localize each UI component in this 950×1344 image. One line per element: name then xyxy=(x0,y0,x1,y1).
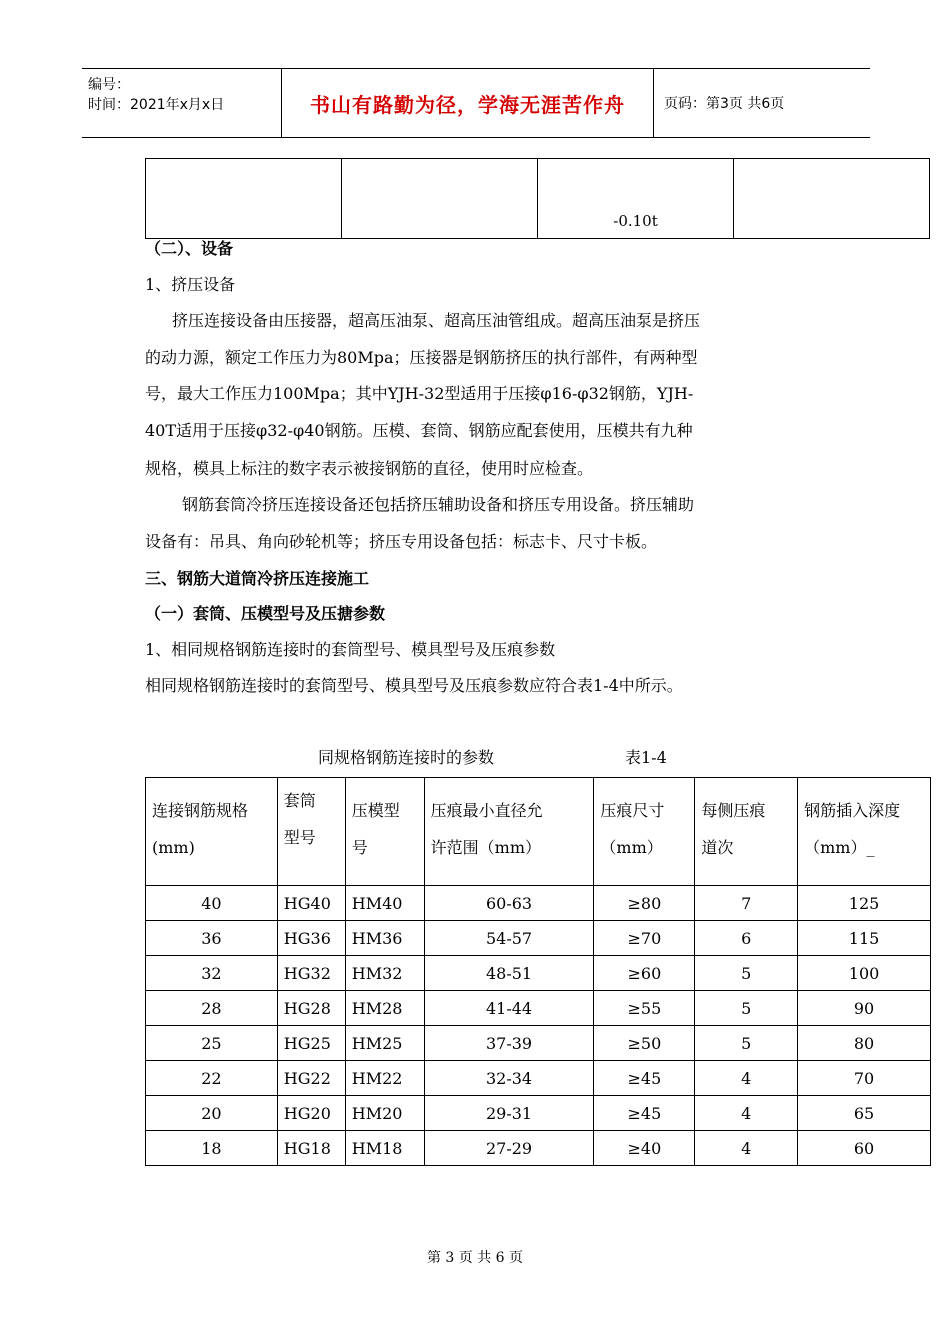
table-cell xyxy=(734,159,930,239)
column-header: 压痕最小直径允 许范围（mm） xyxy=(424,778,594,886)
table-row xyxy=(146,159,930,239)
table-cell: 5 xyxy=(695,956,798,991)
table-cell: 48-51 xyxy=(424,956,594,991)
table-cell: 41-44 xyxy=(424,991,594,1026)
table-cell: HM36 xyxy=(345,921,424,956)
table-cell: HG22 xyxy=(277,1061,345,1096)
table-cell: 70 xyxy=(798,1061,931,1096)
table-cell xyxy=(146,159,342,239)
column-header: 钢筋插入深度 （mm）_ xyxy=(798,778,931,886)
item-text: 相同规格钢筋连接时的套筒型号、模具型号及压痕参数应符合表1-4中所示。 xyxy=(145,676,683,695)
table-cell: 60 xyxy=(798,1131,931,1166)
column-header: 压模型 号 xyxy=(345,778,424,886)
table-row xyxy=(146,886,931,921)
paragraph-line: 40T适用于压接φ32-φ40钢筋。压模、套筒、钢筋应配套使用，压模共有九种 xyxy=(145,421,693,440)
table-cell: HM18 xyxy=(345,1131,424,1166)
heading-equipment: （二）、设备 xyxy=(145,239,234,258)
paragraph-line: 的动力源，额定工作压力为80Mpa；压接器是钢筋挤压的执行部件，有两种型 xyxy=(145,348,698,367)
column-header: 压痕尺寸 （mm） xyxy=(594,778,695,886)
table-cell: HG40 xyxy=(277,886,345,921)
table-cell: ≥45 xyxy=(594,1061,695,1096)
column-header: 连接钢筋规格 (mm) xyxy=(146,778,278,886)
table-cell: HM22 xyxy=(345,1061,424,1096)
table-cell: -0.10t xyxy=(538,159,734,239)
table-cell: HG25 xyxy=(277,1026,345,1061)
table-cell: HG28 xyxy=(277,991,345,1026)
table-cell: 65 xyxy=(798,1096,931,1131)
table-cell: HM28 xyxy=(345,991,424,1026)
table-cell: 90 xyxy=(798,991,931,1026)
table-cell: HG18 xyxy=(277,1131,345,1166)
table-row xyxy=(146,991,931,1026)
table-cell xyxy=(342,159,538,239)
table-cell: ≥60 xyxy=(594,956,695,991)
table-cell: 125 xyxy=(798,886,931,921)
header-middle-cell xyxy=(282,69,654,137)
paragraph-line: 号，最大工作压力100Mpa；其中YJH-32型适用于压接φ16-φ32钢筋，YJH- xyxy=(145,384,694,403)
table-cell: HG20 xyxy=(277,1096,345,1131)
document-number-label: 编号： xyxy=(88,77,130,93)
header-page-label: 页码：第3页 共6页 xyxy=(664,96,785,112)
column-header: 套筒 型号 xyxy=(277,778,345,886)
continued-table-fragment xyxy=(145,158,930,239)
table-cell: HG36 xyxy=(277,921,345,956)
table-cell: 36 xyxy=(146,921,278,956)
table-cell: 32-34 xyxy=(424,1061,594,1096)
page-header xyxy=(82,68,870,138)
table-cell: ≥80 xyxy=(594,886,695,921)
table-row xyxy=(146,921,931,956)
table-caption: 同规格钢筋连接时的参数 xyxy=(318,748,495,767)
table-cell: 27-29 xyxy=(424,1131,594,1166)
table-number: 表1-4 xyxy=(625,748,667,767)
table-cell: HG32 xyxy=(277,956,345,991)
table-cell: 40 xyxy=(146,886,278,921)
table-header-row xyxy=(146,778,931,886)
item-heading: 1、相同规格钢筋连接时的套筒型号、模具型号及压痕参数 xyxy=(145,640,556,659)
table-cell: 18 xyxy=(146,1131,278,1166)
table-cell: 4 xyxy=(695,1131,798,1166)
table-row xyxy=(146,1026,931,1061)
table-cell: ≥45 xyxy=(594,1096,695,1131)
paragraph-line: 设备有：吊具、角向砂轮机等；挤压专用设备包括：标志卡、尺寸卡板。 xyxy=(145,532,658,551)
table-cell: 37-39 xyxy=(424,1026,594,1061)
table-cell: 60-63 xyxy=(424,886,594,921)
table-cell: 100 xyxy=(798,956,931,991)
parameters-table xyxy=(145,777,931,1166)
page-footer: 第 3 页 共 6 页 xyxy=(426,1250,524,1266)
table-row xyxy=(146,1131,931,1166)
paragraph-line: 规格，模具上标注的数字表示被接钢筋的直径，使用时应检查。 xyxy=(145,459,594,478)
table-cell: ≥40 xyxy=(594,1131,695,1166)
table-cell: 6 xyxy=(695,921,798,956)
table-cell: HM32 xyxy=(345,956,424,991)
table-cell: 20 xyxy=(146,1096,278,1131)
header-left-cell xyxy=(82,69,282,137)
table-cell: 28 xyxy=(146,991,278,1026)
table-cell: ≥70 xyxy=(594,921,695,956)
subsection-heading: （一）套筒、压模型号及压搪参数 xyxy=(145,604,386,623)
table-cell: 5 xyxy=(695,1026,798,1061)
table-cell: 4 xyxy=(695,1061,798,1096)
table-cell: 115 xyxy=(798,921,931,956)
table-cell: HM20 xyxy=(345,1096,424,1131)
table-cell: 4 xyxy=(695,1096,798,1131)
table-cell: 5 xyxy=(695,991,798,1026)
subheading-extrusion-equipment: 1、挤压设备 xyxy=(145,275,236,294)
section-heading: 三、钢筋大道筒冷挤压连接施工 xyxy=(145,569,370,588)
paragraph-line: 钢筋套筒冷挤压连接设备还包括挤压辅助设备和挤压专用设备。挤压辅助 xyxy=(182,495,695,514)
table-cell: 32 xyxy=(146,956,278,991)
table-cell: HM25 xyxy=(345,1026,424,1061)
table-row xyxy=(146,1061,931,1096)
table-cell: 29-31 xyxy=(424,1096,594,1131)
table-cell: 7 xyxy=(695,886,798,921)
table-row xyxy=(146,956,931,991)
paragraph-line: 挤压连接设备由压接器，超高压油泵、超高压油管组成。超高压油泵是挤压 xyxy=(172,311,701,330)
table-cell: ≥55 xyxy=(594,991,695,1026)
column-header: 每侧压痕 道次 xyxy=(695,778,798,886)
table-row xyxy=(146,1096,931,1131)
table-cell: 25 xyxy=(146,1026,278,1061)
header-right-cell xyxy=(654,69,870,137)
document-date-label: 时间：2021年x月x日 xyxy=(88,97,225,113)
table-cell: HM40 xyxy=(345,886,424,921)
table-cell: 22 xyxy=(146,1061,278,1096)
header-motto: 书山有路勤为径，学海无涯苦作舟 xyxy=(310,92,625,117)
table-cell: 54-57 xyxy=(424,921,594,956)
table-cell: ≥50 xyxy=(594,1026,695,1061)
table-cell: 80 xyxy=(798,1026,931,1061)
